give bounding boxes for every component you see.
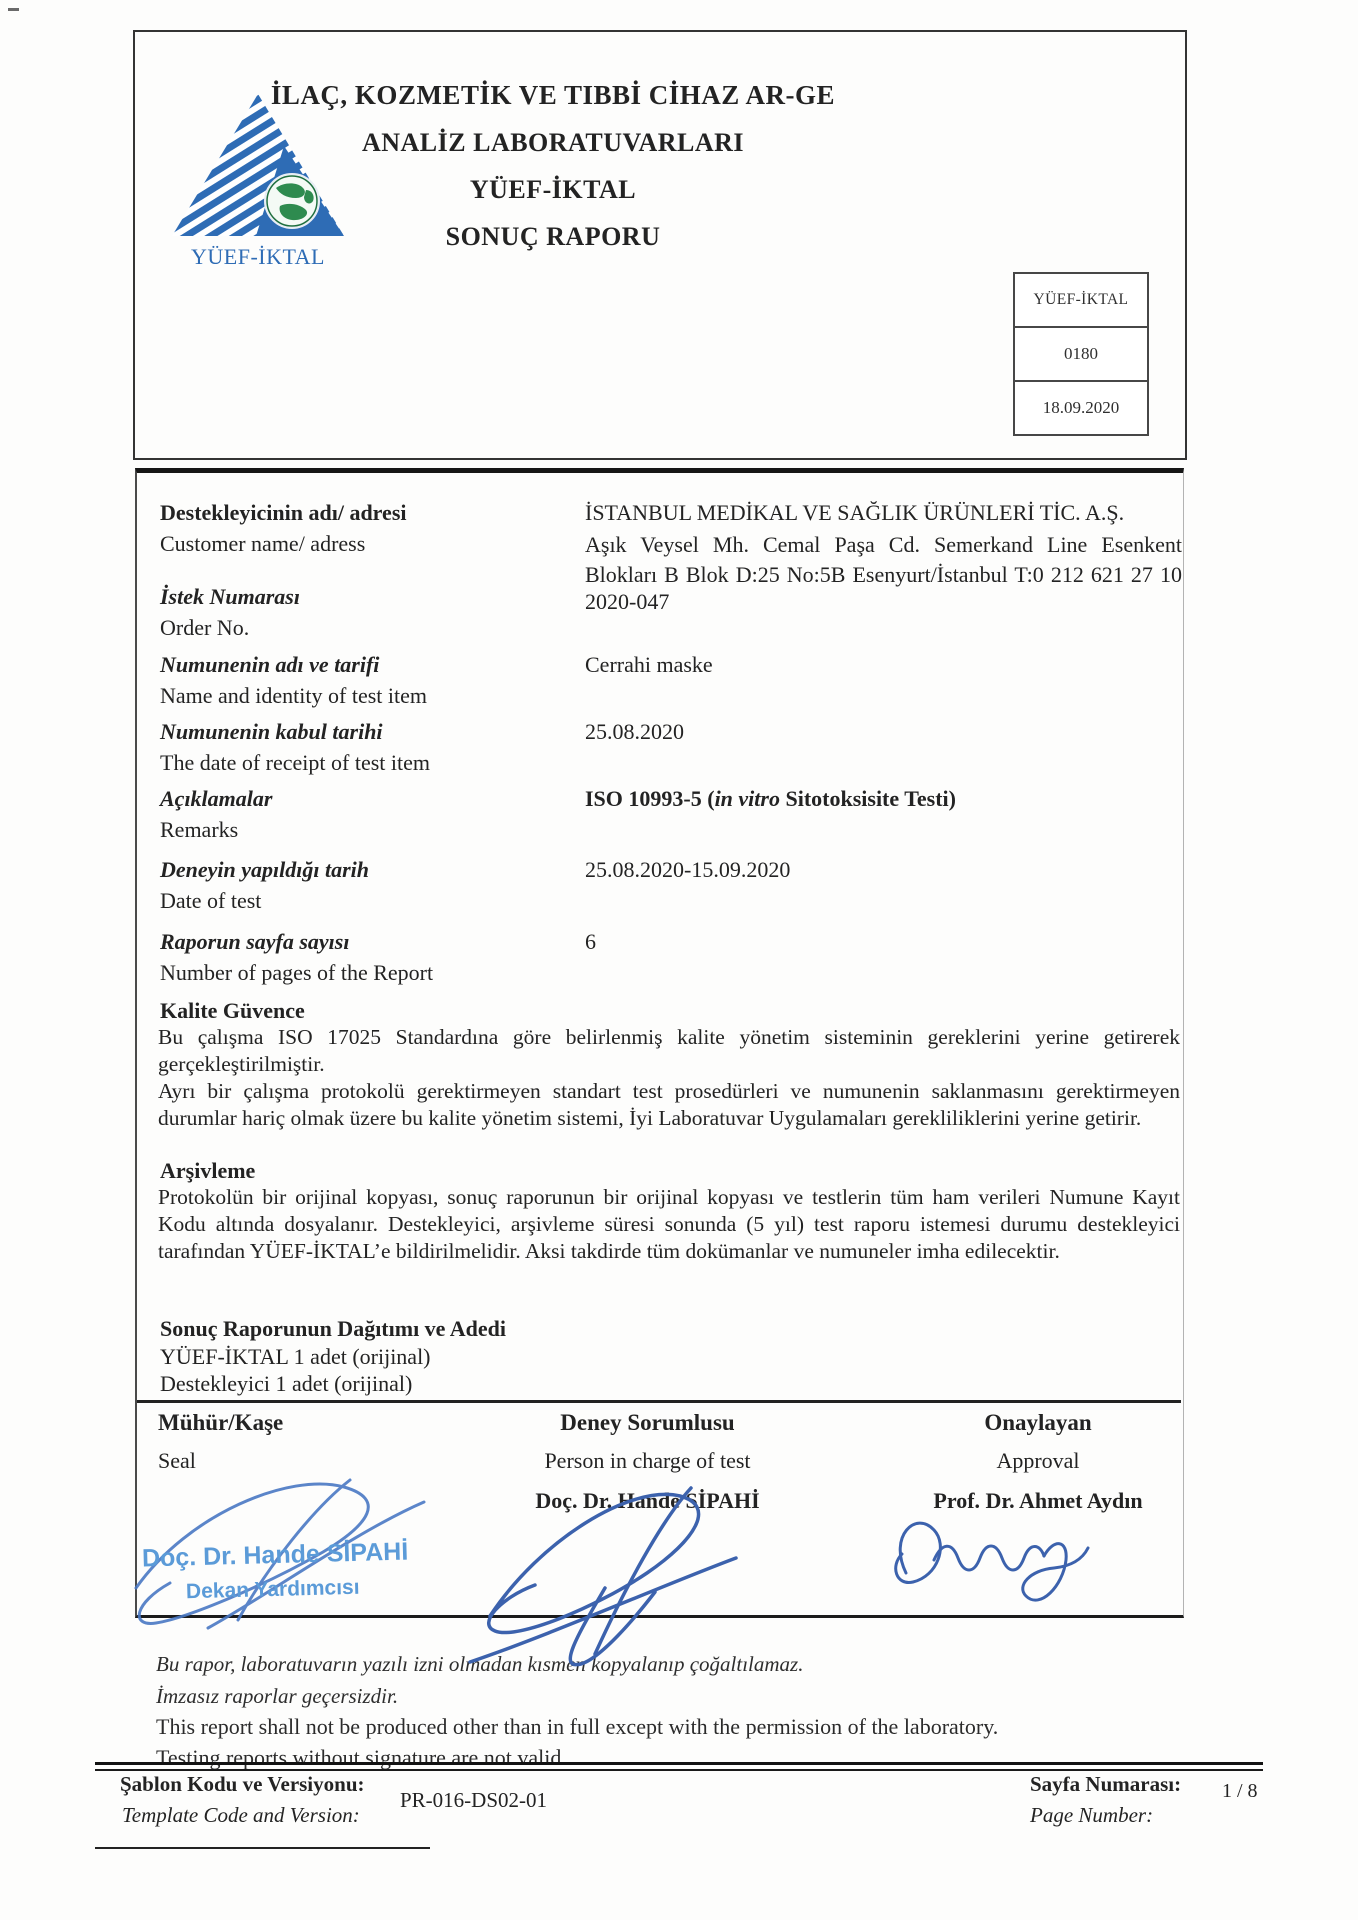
distribution-heading: Sonuç Raporunun Dağıtımı ve Adedi [160, 1316, 506, 1341]
page-number-value: 1 / 8 [1222, 1780, 1258, 1802]
distribution-line-2: Destekleyici 1 adet (orijinal) [160, 1371, 413, 1396]
customer-label-tr: Destekleyicinin adı/ adresi [160, 500, 407, 525]
footer-note-4: Testing reports without signature are not valid. [156, 1745, 567, 1770]
footer-note-2: İmzasız raporlar geçersizdir. [156, 1684, 399, 1708]
test-date-label-en: Date of test [160, 888, 262, 913]
stamp-date-cell: 18.09.2020 [1042, 398, 1120, 417]
signature-divider-line [137, 1400, 1181, 1403]
header-title-line-1: İLAÇ, KOZMETİK VE TIBBİ CİHAZ AR-GE [270, 80, 836, 110]
distribution-line-1: YÜEF-İKTAL 1 adet (orijinal) [160, 1344, 431, 1369]
footer-note-3: This report shall not be produced other than in full except with the permission of the laboratory. [156, 1714, 999, 1739]
stamp-org-cell: YÜEF-İKTAL [1015, 274, 1147, 328]
quality-paragraph-1: Bu çalışma ISO 17025 Standardına göre belirlenmiş kalite yönetim sisteminin gereklerini yerine getirerek gerçekleştirilmiştir. [158, 1025, 1180, 1076]
approver-title-tr: Onaylayan [984, 1410, 1092, 1435]
stamp-number-cell: 0180 [1015, 328, 1147, 382]
page-count-value: 6 [585, 929, 596, 954]
receipt-date-value: 25.08.2020 [585, 719, 684, 744]
footer-note-1: Bu rapor, laboratuvarın yazılı izni olmadan kısmen kopyalanıp çoğaltılamaz. [156, 1652, 804, 1676]
header-title-line-2: ANALİZ LABORATUVARLARI [361, 128, 745, 157]
page-count-label-en: Number of pages of the Report [160, 960, 434, 985]
test-date-value: 25.08.2020-15.09.2020 [585, 857, 791, 882]
template-code-label-en: Template Code and Version: [122, 1803, 360, 1827]
test-date-label-tr: Deneyin yapıldığı tarih [160, 857, 369, 882]
seal-stamp-role: Dekan Yardımcısı [185, 1575, 360, 1604]
tester-name: Doç. Dr. Hande SİPAHİ [535, 1488, 760, 1513]
approver-name: Prof. Dr. Ahmet Aydın [933, 1488, 1143, 1513]
template-code-value: PR-016-DS02-01 [400, 1788, 548, 1812]
archiving-heading: Arşivleme [160, 1158, 256, 1183]
header-title-line-3: YÜEF-İKTAL [469, 175, 637, 204]
registration-stamp-table [1013, 272, 1149, 436]
template-code-label-tr: Şablon Kodu ve Versiyonu: [120, 1772, 365, 1796]
quality-paragraph-2: Ayrı bir çalışma protokolü gerektirmeyen standart test prosedürleri ve numunenin saklanmasını gerektirmeyen durumlar hariç olmak üzere bu kalite yönetim sistemi, İyi Laboratuvar Uygulamaları gerekliliklerini yerine getirir. [158, 1079, 1180, 1130]
approver-signature-ink [868, 1498, 1118, 1633]
remarks-label-en: Remarks [160, 817, 239, 842]
scan-artifact-dash [8, 8, 19, 11]
tester-signature-ink [455, 1468, 745, 1668]
quality-heading: Kalite Güvence [160, 998, 305, 1023]
customer-label-en: Customer name/ adress [160, 531, 366, 556]
remarks-value-prefix: ISO 10993-5 ( [585, 786, 715, 811]
receipt-date-label-en: The date of receipt of test item [160, 750, 430, 775]
customer-value-line-1: İSTANBUL MEDİKAL VE SAĞLIK ÜRÜNLERİ TİC. A.Ş. [585, 500, 1125, 525]
remarks-value-italic: in vitro [714, 786, 780, 811]
archiving-paragraph: Protokolün bir orijinal kopyası, sonuç raporunun bir orijinal kopyası ve testlerin tüm ham verileri Numune Kayıt Kodu altında dosyalanır. Destekleyici, arşivleme süresi sonunda (5 yıl) test raporu istemesi durumu destekleyici tarafından YÜEF-İKTAL’e bildirilmelidir. Aksi takdirde tüm dokümanlar ve numuneler imha edilecektir. [158, 1185, 1180, 1263]
receipt-date-label-tr: Numunenin kabul tarihi [160, 719, 383, 744]
page-count-label-tr: Raporun sayfa sayısı [160, 929, 350, 954]
seal-title-en: Seal [158, 1448, 196, 1473]
test-item-value: Cerrahi maske [585, 652, 713, 677]
test-item-label-tr: Numunenin adı ve tarifi [160, 652, 380, 677]
page-number-label-tr: Sayfa Numarası: [1030, 1772, 1182, 1796]
order-no-label-en: Order No. [160, 615, 250, 640]
logo-wordmark: YÜEF-İKTAL [191, 244, 325, 269]
test-item-label-en: Name and identity of test item [160, 683, 427, 708]
page-number-label-en: Page Number: [1030, 1803, 1154, 1827]
seal-stamp-name: Doç. Dr. Hande SİPAHİ [141, 1537, 409, 1573]
order-no-value: 2020-047 [585, 589, 670, 614]
customer-value-line-3: Blokları B Blok D:25 No:5B Esenyurt/İstanbul T:0 212 621 27 10 [585, 562, 1182, 587]
remarks-value [585, 786, 956, 812]
approver-title-en: Approval [996, 1448, 1080, 1473]
header-title-line-4: SONUÇ RAPORU [445, 222, 661, 251]
tester-title-en: Person in charge of test [544, 1448, 751, 1473]
header-title-block [233, 72, 873, 260]
customer-value-line-2: Aşık Veysel Mh. Cemal Paşa Cd. Semerkand Line Esenkent [585, 532, 1182, 557]
remarks-label-tr: Açıklamalar [160, 786, 273, 811]
remarks-value-suffix: Sitotoksisite Testi) [779, 786, 956, 811]
order-no-label-tr: İstek Numarası [160, 584, 300, 609]
tester-title-tr: Deney Sorumlusu [560, 1410, 735, 1435]
seal-title-tr: Mühür/Kaşe [158, 1410, 284, 1435]
footer-bottom-left-line [95, 1847, 430, 1849]
footer-separator-line [95, 1762, 1263, 1771]
